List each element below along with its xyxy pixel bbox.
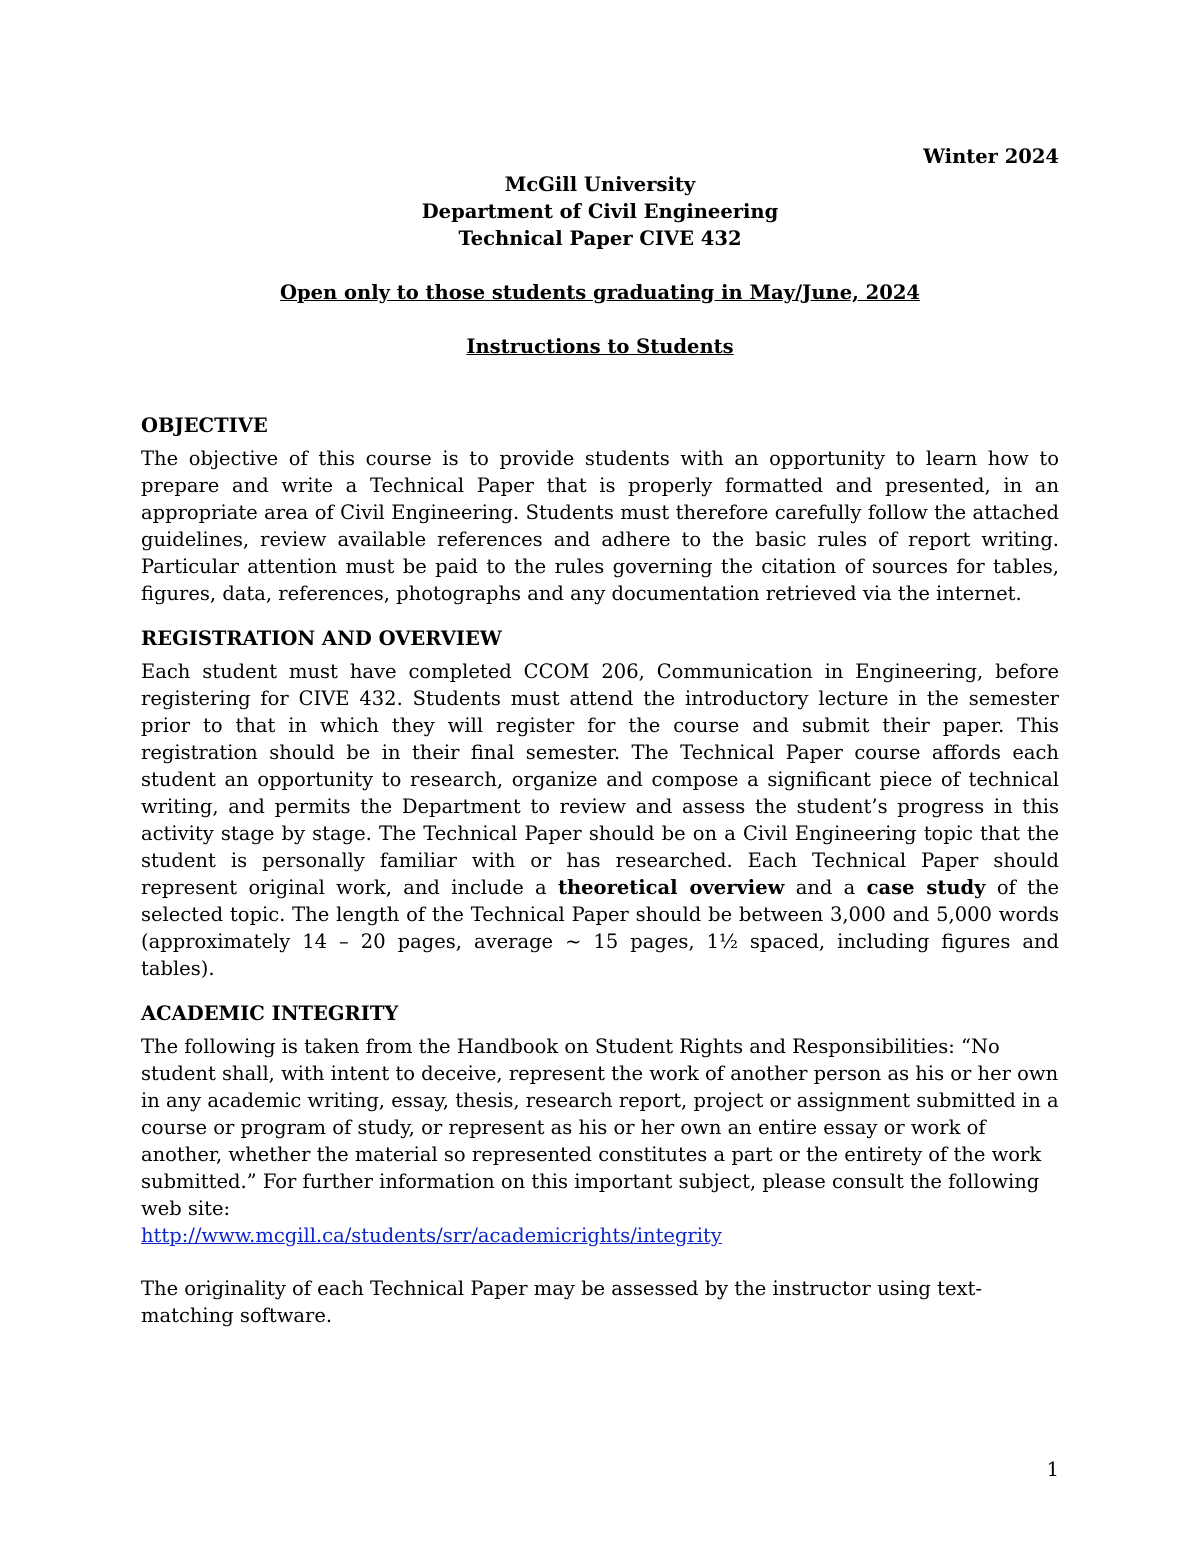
university-name: McGill University [504,173,696,196]
integrity-paragraph: The following is taken from the Handbook on Student Rights and Responsibilities: “No student shall, with intent to deceive, represent the work of another person as his or her own in any academic writing, essay, thesis, research report, project or assignment submitted in a course or program of study, or represent as his or her own an entire essay or work of another, whether the material so represented constitutes a part or the entirety of the work submitted.” For further information on this important subject, please consult the following web site: [141,1035,1059,1220]
case-study-emphasis: case study [866,876,986,899]
registration-section [141,625,1059,982]
document-body [141,412,1059,1347]
integrity-heading: ACADEMIC INTEGRITY [141,1002,399,1025]
registration-connector: and a [784,876,867,899]
objective-paragraph: The objective of this course is to provide students with an opportunity to learn how to prepare and write a Technical Paper that is properly formatted and presented, in an appropriate area of Civil Engineering. Students must therefore carefully follow the attached guidelines, review available references and adhere to the basic rules of report writing. Particular attention must be paid to the rules governing the citation of sources for tables, figures, data, references, photographs and any documentation retrieved via the internet. [141,447,1059,605]
theoretical-overview-emphasis: theoretical overview [557,876,785,899]
page-number: 1 [1046,1458,1059,1481]
department-name: Department of Civil Engineering [421,200,779,223]
instructions-title: Instructions to Students [466,335,734,358]
originality-note: The originality of each Technical Paper may be assessed by the instructor using text-matching software. [141,1277,982,1327]
registration-text-2: of the selected topic. The length of the Technical Paper should be between 3,000 and 5,000 words (approximately 14 – 20 pages, average ~ 15 pages, 1½ spaced, including figures and tables). [141,876,1060,980]
term-label: Winter 2024 [923,145,1059,168]
registration-heading: REGISTRATION AND OVERVIEW [141,627,502,650]
eligibility-notice: Open only to those students graduating in May/June, 2024 [280,281,920,304]
integrity-link[interactable]: http://www.mcgill.ca/students/srr/academicrights/integrity [141,1224,722,1247]
registration-paragraph [141,658,1059,982]
title-block [0,171,1200,252]
integrity-section [141,1000,1059,1329]
registration-text-1: Each student must have completed CCOM 206, Communication in Engineering, before registering for CIVE 432. Students must attend the introductory lecture in the semester prior to that in which they will register for the course and submit their paper. This registration should be in their final semester. The Technical Paper course affords each student an opportunity to research, organize and compose a significant piece of technical writing, and permits the Department to review and assess the student’s progress in this activity stage by stage. The Technical Paper should be on a Civil Engineering topic that the student is personally familiar with or has researched. Each Technical Paper should represent original work, and include a [141,660,1059,899]
objective-heading: OBJECTIVE [141,414,268,437]
objective-section [141,412,1059,607]
course-title: Technical Paper CIVE 432 [458,227,742,250]
